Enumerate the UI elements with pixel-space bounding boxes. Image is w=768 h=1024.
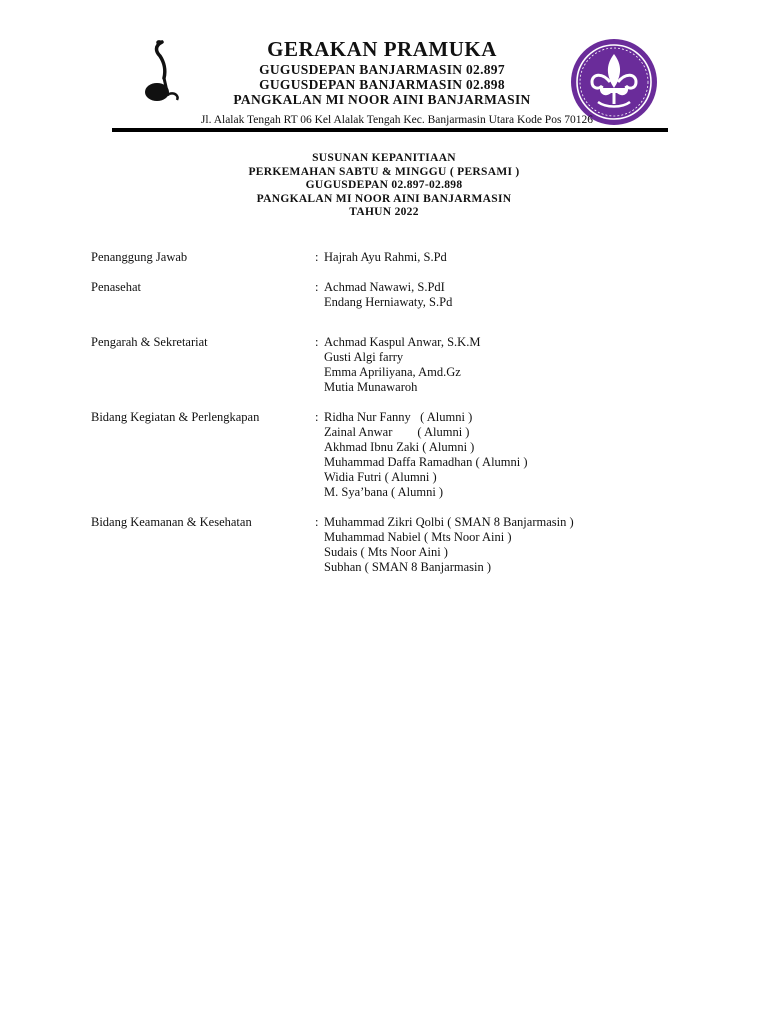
committee-member: Achmad Nawawi, S.PdI (324, 280, 445, 294)
committee-member: Endang Herniawaty, S.Pd (324, 295, 453, 309)
role-separator: : (315, 250, 319, 264)
committee-role: Bidang Keamanan & Kesehatan (91, 515, 252, 529)
committee-member: Akhmad Ibnu Zaki ( Alumni ) (324, 440, 475, 454)
committee-names (324, 250, 691, 265)
role-separator: : (315, 410, 319, 424)
header-rule (112, 128, 668, 132)
role-separator: : (315, 280, 319, 294)
committee-member: Muhammad Daffa Ramadhan ( Alumni ) (324, 455, 528, 469)
document-title (0, 152, 768, 220)
committee-section (91, 250, 691, 265)
committee-member: Achmad Kaspul Anwar, S.K.M (324, 335, 481, 349)
committee-names (324, 335, 691, 395)
committee-section (91, 410, 691, 500)
committee-names (324, 280, 691, 310)
committee-member: Ridha Nur Fanny ( Alumni ) (324, 410, 473, 424)
letterhead (112, 34, 668, 134)
document-title-line: GUGUSDEPAN 02.897-02.898 (305, 179, 463, 191)
committee-member: Widia Futri ( Alumni ) (324, 470, 437, 484)
committee-names (324, 515, 691, 575)
committee-member: M. Sya’bana ( Alumni ) (324, 485, 444, 499)
org-title: GERAKAN PRAMUKA (267, 37, 497, 61)
committee-role: Bidang Kegiatan & Perlengkapan (91, 410, 260, 424)
org-line: GUGUSDEPAN BANJARMASIN 02.898 (259, 77, 505, 92)
committee-section (91, 280, 691, 310)
document-title-line: PERKEMAHAN SABTU & MINGGU ( PERSAMI ) (248, 165, 520, 178)
document-title-line: TAHUN 2022 (349, 206, 419, 218)
committee-member: Subhan ( SMAN 8 Banjarmasin ) (324, 560, 491, 574)
committee-member: Sudais ( Mts Noor Aini ) (324, 545, 448, 559)
address: Jl. Alalak Tengah RT 06 Kel Alalak Tengah Kec. Banjarmasin Utara Kode Pos 70126 (200, 114, 594, 126)
committee-member: Mutia Munawaroh (324, 380, 418, 394)
committee-list (91, 250, 691, 575)
role-separator: : (315, 515, 319, 529)
committee-member: Gusti Algi farry (324, 350, 404, 364)
committee-section (91, 515, 691, 575)
committee-member: Muhammad Nabiel ( Mts Noor Aini ) (324, 530, 512, 544)
tunas-kelapa-icon (142, 38, 182, 106)
committee-member: Muhammad Zikri Qolbi ( SMAN 8 Banjarmasin ) (324, 515, 574, 529)
org-line: GUGUSDEPAN BANJARMASIN 02.897 (259, 62, 505, 77)
org-header (202, 36, 562, 107)
committee-role: Pengarah & Sekretariat (91, 335, 208, 349)
org-line: PANGKALAN MI NOOR AINI BANJARMASIN (233, 92, 531, 107)
document-title-line: SUSUNAN KEPANITIAAN (312, 152, 456, 164)
committee-names (324, 410, 691, 500)
committee-role: Penanggung Jawab (91, 250, 188, 264)
role-separator: : (315, 335, 319, 349)
committee-member: Hajrah Ayu Rahmi, S.Pd (324, 250, 447, 264)
committee-member: Zainal Anwar ( Alumni ) (324, 425, 470, 439)
committee-member: Emma Apriliyana, Amd.Gz (324, 365, 461, 379)
document-title-line: PANGKALAN MI NOOR AINI BANJARMASIN (256, 192, 512, 205)
committee-section (91, 335, 691, 395)
committee-role: Penasehat (91, 280, 141, 294)
